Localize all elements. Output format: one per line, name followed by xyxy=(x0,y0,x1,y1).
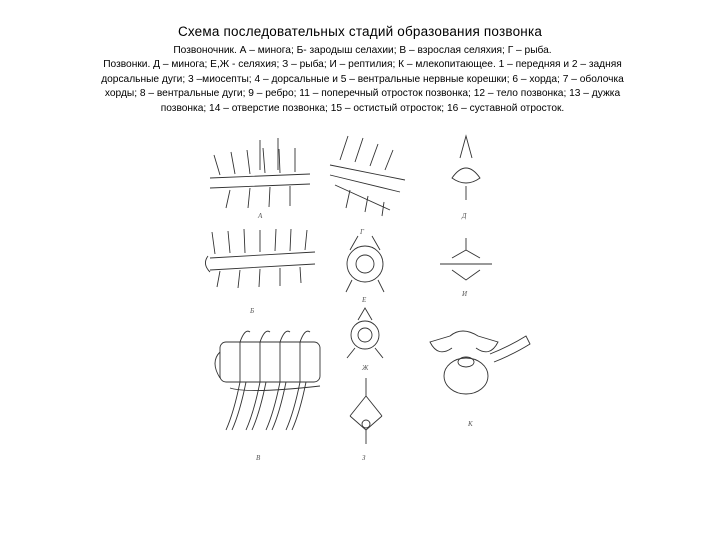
vertebra-selachian-e-drawing xyxy=(346,236,384,292)
label-z: З xyxy=(362,454,366,462)
vertebra-lamprey-drawing xyxy=(452,136,480,200)
vertebra-reptile-drawing xyxy=(440,238,492,280)
caption-line: Позвонки. Д – минога; Е,Ж - селяхия; З – рыба; И – рептилия; К – млекопитающее. 1 – передняя и 2 – задняя xyxy=(103,59,622,71)
spine-adult-selachian-drawing xyxy=(215,331,320,430)
spine-embryo-selachian-drawing xyxy=(205,229,315,288)
spine-lamprey-drawing xyxy=(210,138,310,208)
caption-line: дорсальные дуги; 3 –миосепты; 4 – дорсальные и 5 – вентральные нервные корешки; 6 – хорда; 7 – оболочка xyxy=(101,73,624,85)
label-i: И xyxy=(462,290,468,298)
label-zh: Ж xyxy=(362,364,369,372)
label-a: А xyxy=(258,212,263,220)
label-g: Г xyxy=(360,228,364,236)
caption-line: хорды; 8 – вентральные дуги; 9 – ребро; 11 – поперечный отросток позвонка; 12 – тело позвонка; 13 – дужка xyxy=(104,88,621,100)
spine-fish-drawing xyxy=(330,136,405,216)
slide-title: Схема последовательных стадий образования позвонка xyxy=(177,24,543,39)
label-b: Б xyxy=(250,307,255,315)
figure-caption xyxy=(40,44,685,116)
label-e: Е xyxy=(362,296,367,304)
caption-line: Позвоночник. А – минога; Б- зародыш селахии; В – взрослая селяхия; Г – рыба. xyxy=(173,45,552,56)
label-d: Д xyxy=(462,212,467,220)
label-k: К xyxy=(468,420,473,428)
caption-line: позвонка; 14 – отверстие позвонка; 15 – остистый отросток; 16 – суставной отросток. xyxy=(160,102,565,114)
vertebra-fish-drawing xyxy=(350,378,382,444)
label-v: В xyxy=(256,454,261,462)
vertebra-illustration xyxy=(190,130,540,470)
vertebra-mammal-drawing xyxy=(430,331,530,394)
vertebra-selachian-zh-drawing xyxy=(347,308,383,358)
